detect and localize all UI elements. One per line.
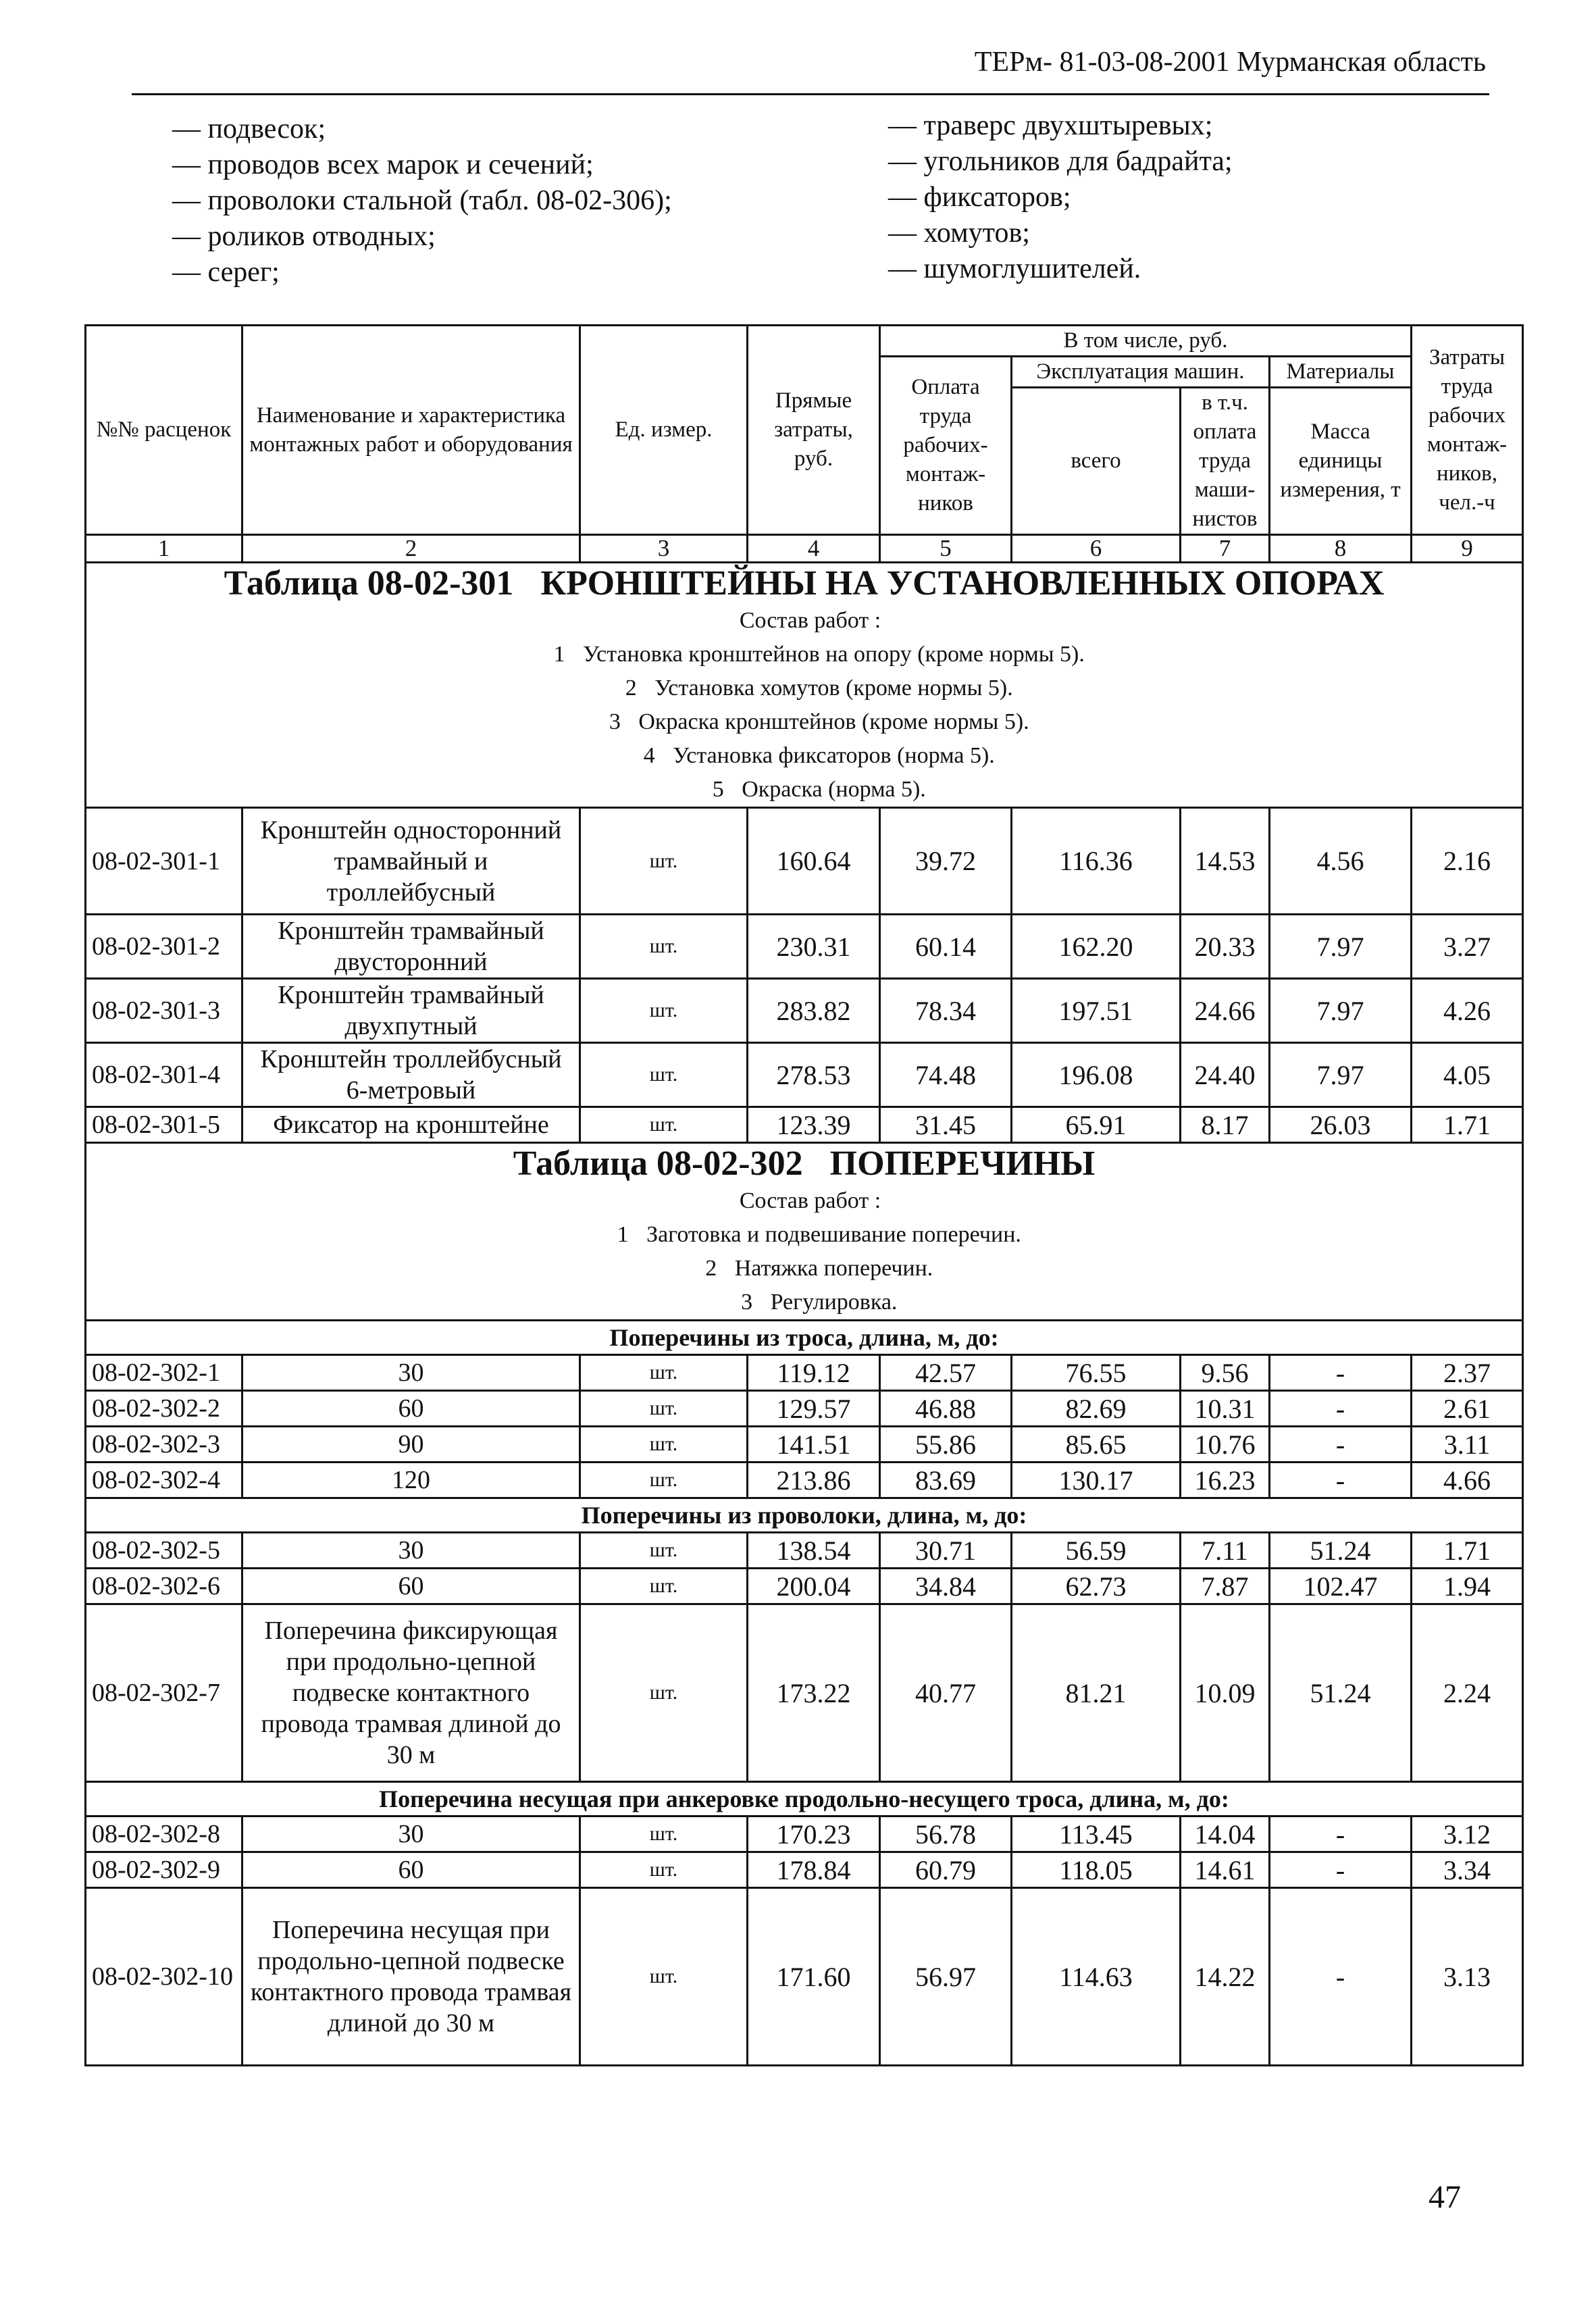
subheading: Поперечины из троса, длина, м, до: — [86, 1321, 1523, 1355]
rate-code: 08-02-301-2 — [86, 915, 242, 979]
labor-cost: 56.97 — [880, 1888, 1012, 2066]
work-name: Кронштейн троллейбусный 6-метровый — [242, 1043, 580, 1107]
unit-mass: 102.47 — [1270, 1569, 1412, 1604]
unit: шт. — [580, 1427, 748, 1463]
machine-cost: 116.36 — [1012, 808, 1181, 915]
work-name: Фиксатор на кронштейне — [242, 1107, 580, 1143]
unit: шт. — [580, 1816, 748, 1852]
work-name: 30 — [242, 1355, 580, 1391]
col-head-machines: Эксплуатация машин. — [1012, 357, 1270, 388]
table-row — [86, 1569, 1523, 1604]
col-number: 3 — [580, 535, 748, 563]
labor-hours: 3.34 — [1412, 1852, 1523, 1888]
col-head-hours: Затраты труда рабочих монтаж-ников, чел.-ч — [1412, 326, 1523, 535]
rate-code: 08-02-301-3 — [86, 979, 242, 1043]
machinist-labor-cost: 7.87 — [1181, 1569, 1270, 1604]
unit: шт. — [580, 1107, 748, 1143]
subheading: Поперечины из проволоки, длина, м, до: — [86, 1498, 1523, 1533]
machinist-labor-cost: 24.40 — [1181, 1043, 1270, 1107]
page-number: 47 — [1428, 2179, 1461, 2215]
machinist-labor-cost: 24.66 — [1181, 979, 1270, 1043]
labor-hours: 2.37 — [1412, 1355, 1523, 1391]
labor-cost: 74.48 — [880, 1043, 1012, 1107]
labor-hours: 2.24 — [1412, 1604, 1523, 1782]
col-head-unit: Ед. измер. — [580, 326, 748, 535]
table-row — [86, 1533, 1523, 1569]
labor-hours: 1.71 — [1412, 1533, 1523, 1569]
labor-cost: 78.34 — [880, 979, 1012, 1043]
work-name: 60 — [242, 1852, 580, 1888]
machinist-labor-cost: 14.61 — [1181, 1852, 1270, 1888]
rate-code: 08-02-302-1 — [86, 1355, 242, 1391]
bullet-item: — траверс двухштыревых; — [888, 108, 1233, 144]
col-number: 2 — [242, 535, 580, 563]
direct-cost: 138.54 — [748, 1533, 880, 1569]
col-number: 4 — [748, 535, 880, 563]
labor-cost: 31.45 — [880, 1107, 1012, 1143]
machine-cost: 196.08 — [1012, 1043, 1181, 1107]
composition-label: Состав работ : — [739, 608, 881, 633]
labor-hours: 4.05 — [1412, 1043, 1523, 1107]
labor-cost: 60.79 — [880, 1852, 1012, 1888]
work-name: Поперечина несущая при продольно-цепной подвеске контактного провода трамвая длиной до 30 м — [242, 1888, 580, 2066]
unit-mass: - — [1270, 1427, 1412, 1463]
direct-cost: 173.22 — [748, 1604, 880, 1782]
rate-code: 08-02-302-10 — [86, 1888, 242, 2066]
table-row — [86, 1427, 1523, 1463]
unit-mass: 7.97 — [1270, 915, 1412, 979]
direct-cost: 129.57 — [748, 1391, 880, 1427]
direct-cost: 123.39 — [748, 1107, 880, 1143]
rate-code: 08-02-301-5 — [86, 1107, 242, 1143]
unit-mass: - — [1270, 1463, 1412, 1498]
bullet-item: — проводов всех марок и сечений; — [172, 147, 672, 183]
table-row — [86, 1355, 1523, 1391]
table-row — [86, 1043, 1523, 1107]
composition-item: 4 Установка фиксаторов (норма 5). — [643, 743, 995, 768]
unit-mass: - — [1270, 1391, 1412, 1427]
machinist-labor-cost: 7.11 — [1181, 1533, 1270, 1569]
col-head-code: №№ расценок — [86, 326, 242, 535]
machinist-labor-cost: 14.22 — [1181, 1888, 1270, 2066]
machine-cost: 197.51 — [1012, 979, 1181, 1043]
section-header — [86, 1143, 1523, 1321]
unit-mass: 4.56 — [1270, 808, 1412, 915]
table-row — [86, 1463, 1523, 1498]
table-row — [86, 1604, 1523, 1782]
direct-cost: 141.51 — [748, 1427, 880, 1463]
machinist-labor-cost: 14.53 — [1181, 808, 1270, 915]
composition-item: 1 Заготовка и подвешивание поперечин. — [617, 1222, 1021, 1247]
rate-code: 08-02-301-1 — [86, 808, 242, 915]
page-header: ТЕРм- 81-03-08-2001 Мурманская область — [974, 47, 1486, 78]
col-head-mass: Масса единицы измерения, т — [1270, 388, 1412, 535]
col-number: 8 — [1270, 535, 1412, 563]
col-head-group: В том числе, руб. — [880, 326, 1412, 357]
unit-mass: - — [1270, 1852, 1412, 1888]
labor-cost: 34.84 — [880, 1569, 1012, 1604]
composition-item: 2 Натяжка поперечин. — [705, 1256, 933, 1281]
labor-cost: 46.88 — [880, 1391, 1012, 1427]
direct-cost: 119.12 — [748, 1355, 880, 1391]
rates-table — [84, 324, 1524, 2066]
unit: шт. — [580, 1888, 748, 2066]
labor-cost: 83.69 — [880, 1463, 1012, 1498]
unit-mass: 7.97 — [1270, 1043, 1412, 1107]
labor-cost: 30.71 — [880, 1533, 1012, 1569]
column-numbers-row — [86, 535, 1523, 563]
col-number: 1 — [86, 535, 242, 563]
machine-cost: 76.55 — [1012, 1355, 1181, 1391]
col-head-direct: Прямые затраты, руб. — [748, 326, 880, 535]
rate-code: 08-02-302-4 — [86, 1463, 242, 1498]
machine-cost: 162.20 — [1012, 915, 1181, 979]
col-number: 7 — [1181, 535, 1270, 563]
unit: шт. — [580, 915, 748, 979]
direct-cost: 171.60 — [748, 1888, 880, 2066]
machine-cost: 85.65 — [1012, 1427, 1181, 1463]
table-head-row — [86, 326, 1523, 357]
unit: шт. — [580, 1852, 748, 1888]
direct-cost: 200.04 — [748, 1569, 880, 1604]
composition-item: 2 Установка хомутов (кроме нормы 5). — [625, 676, 1013, 701]
unit: шт. — [580, 1463, 748, 1498]
subheading: Поперечина несущая при анкеровке продольно-несущего троса, длина, м, до: — [86, 1782, 1523, 1816]
labor-hours: 1.94 — [1412, 1569, 1523, 1604]
bullet-item: — проволоки стальной (табл. 08-02-306); — [172, 183, 672, 219]
rate-code: 08-02-301-4 — [86, 1043, 242, 1107]
bullet-item: — хомутов; — [888, 215, 1233, 251]
unit: шт. — [580, 1604, 748, 1782]
machinist-labor-cost: 8.17 — [1181, 1107, 1270, 1143]
unit: шт. — [580, 1533, 748, 1569]
unit-mass: 51.24 — [1270, 1533, 1412, 1569]
work-name: Кронштейн трамвайный двухпутный — [242, 979, 580, 1043]
direct-cost: 160.64 — [748, 808, 880, 915]
bullet-item: — подвесок; — [172, 111, 672, 147]
work-name: 90 — [242, 1427, 580, 1463]
col-head-labor: Оплата труда рабочих-монтаж-ников — [880, 357, 1012, 535]
labor-hours: 3.13 — [1412, 1888, 1523, 2066]
machinist-labor-cost: 10.31 — [1181, 1391, 1270, 1427]
unit-mass: 26.03 — [1270, 1107, 1412, 1143]
machinist-labor-cost: 14.04 — [1181, 1816, 1270, 1852]
labor-hours: 1.71 — [1412, 1107, 1523, 1143]
labor-cost: 56.78 — [880, 1816, 1012, 1852]
machinist-labor-cost: 20.33 — [1181, 915, 1270, 979]
rate-code: 08-02-302-7 — [86, 1604, 242, 1782]
bullet-item: — угольников для бадрайта; — [888, 144, 1233, 180]
labor-cost: 60.14 — [880, 915, 1012, 979]
subheading-row — [86, 1498, 1523, 1533]
labor-hours: 3.11 — [1412, 1427, 1523, 1463]
table-number: Таблица 08-02-301 — [224, 564, 514, 603]
unit-mass: 7.97 — [1270, 979, 1412, 1043]
direct-cost: 170.23 — [748, 1816, 880, 1852]
work-name: Кронштейн трамвайный двусторонний — [242, 915, 580, 979]
direct-cost: 178.84 — [748, 1852, 880, 1888]
rate-code: 08-02-302-6 — [86, 1569, 242, 1604]
subheading-row — [86, 1782, 1523, 1816]
labor-cost: 55.86 — [880, 1427, 1012, 1463]
bullet-item: — шумоглушителей. — [888, 251, 1233, 287]
machine-cost: 130.17 — [1012, 1463, 1181, 1498]
bullet-item: — роликов отводных; — [172, 219, 672, 255]
col-number: 6 — [1012, 535, 1181, 563]
work-name: 30 — [242, 1533, 580, 1569]
subheading-row — [86, 1321, 1523, 1355]
bullet-item: — серег; — [172, 255, 672, 290]
direct-cost: 213.86 — [748, 1463, 880, 1498]
work-name: Поперечина фиксирующая при продольно-цепной подвеске контактного провода трамвая длиной до 30 м — [242, 1604, 580, 1782]
bullet-list-left — [172, 111, 672, 290]
table-title: ПОПЕРЕЧИНЫ — [829, 1144, 1096, 1183]
machine-cost: 113.45 — [1012, 1816, 1181, 1852]
machine-cost: 65.91 — [1012, 1107, 1181, 1143]
work-name: 30 — [242, 1816, 580, 1852]
machine-cost: 62.73 — [1012, 1569, 1181, 1604]
rate-code: 08-02-302-5 — [86, 1533, 242, 1569]
rate-code: 08-02-302-3 — [86, 1427, 242, 1463]
section-header — [86, 563, 1523, 808]
table-row — [86, 808, 1523, 915]
direct-cost: 278.53 — [748, 1043, 880, 1107]
labor-cost: 42.57 — [880, 1355, 1012, 1391]
work-name: 120 — [242, 1463, 580, 1498]
machinist-labor-cost: 16.23 — [1181, 1463, 1270, 1498]
unit-mass: - — [1270, 1355, 1412, 1391]
machinist-labor-cost: 9.56 — [1181, 1355, 1270, 1391]
composition-item: 1 Установка кронштейнов на опору (кроме нормы 5). — [553, 642, 1085, 667]
col-head-mach-total: всего — [1012, 388, 1181, 535]
labor-hours: 4.26 — [1412, 979, 1523, 1043]
table-row — [86, 1816, 1523, 1852]
work-name: 60 — [242, 1569, 580, 1604]
composition-item: 3 Регулировка. — [741, 1290, 898, 1315]
unit: шт. — [580, 979, 748, 1043]
labor-hours: 3.12 — [1412, 1816, 1523, 1852]
machinist-labor-cost: 10.76 — [1181, 1427, 1270, 1463]
composition-item: 5 Окраска (норма 5). — [712, 777, 926, 802]
labor-hours: 2.16 — [1412, 808, 1523, 915]
direct-cost: 230.31 — [748, 915, 880, 979]
section-title — [91, 563, 1518, 604]
labor-cost: 39.72 — [880, 808, 1012, 915]
header-rule — [132, 93, 1489, 95]
labor-hours: 2.61 — [1412, 1391, 1523, 1427]
table-row — [86, 979, 1523, 1043]
labor-hours: 4.66 — [1412, 1463, 1523, 1498]
rate-code: 08-02-302-8 — [86, 1816, 242, 1852]
unit: шт. — [580, 808, 748, 915]
unit-mass: - — [1270, 1816, 1412, 1852]
bullet-item: — фиксаторов; — [888, 180, 1233, 215]
table-number: Таблица 08-02-302 — [513, 1144, 803, 1183]
work-name: 60 — [242, 1391, 580, 1427]
table-row — [86, 1888, 1523, 2066]
unit: шт. — [580, 1043, 748, 1107]
machine-cost: 118.05 — [1012, 1852, 1181, 1888]
rate-code: 08-02-302-2 — [86, 1391, 242, 1427]
col-head-name: Наименование и характеристика монтажных работ и оборудования — [242, 326, 580, 535]
rate-code: 08-02-302-9 — [86, 1852, 242, 1888]
labor-cost: 40.77 — [880, 1604, 1012, 1782]
machine-cost: 82.69 — [1012, 1391, 1181, 1427]
unit: шт. — [580, 1569, 748, 1604]
table-row — [86, 1391, 1523, 1427]
unit-mass: - — [1270, 1888, 1412, 2066]
unit: шт. — [580, 1355, 748, 1391]
col-head-materials: Материалы — [1270, 357, 1412, 388]
machine-cost: 114.63 — [1012, 1888, 1181, 2066]
table-title: КРОНШТЕЙНЫ НА УСТАНОВЛЕННЫХ ОПОРАХ — [540, 564, 1385, 603]
composition-label: Состав работ : — [739, 1188, 881, 1213]
machine-cost: 81.21 — [1012, 1604, 1181, 1782]
col-head-mach-labor: в т.ч. оплата труда маши-нистов — [1181, 388, 1270, 535]
bullet-list-right — [888, 108, 1233, 287]
labor-hours: 3.27 — [1412, 915, 1523, 979]
table-row — [86, 1107, 1523, 1143]
unit-mass: 51.24 — [1270, 1604, 1412, 1782]
machine-cost: 56.59 — [1012, 1533, 1181, 1569]
composition-item: 3 Окраска кронштейнов (кроме нормы 5). — [609, 709, 1029, 734]
work-name: Кронштейн односторонний трамвайный и троллейбусный — [242, 808, 580, 915]
unit: шт. — [580, 1391, 748, 1427]
table-row — [86, 915, 1523, 979]
table-row — [86, 1852, 1523, 1888]
direct-cost: 283.82 — [748, 979, 880, 1043]
machinist-labor-cost: 10.09 — [1181, 1604, 1270, 1782]
section-title — [91, 1144, 1518, 1184]
col-number: 9 — [1412, 535, 1523, 563]
col-number: 5 — [880, 535, 1012, 563]
